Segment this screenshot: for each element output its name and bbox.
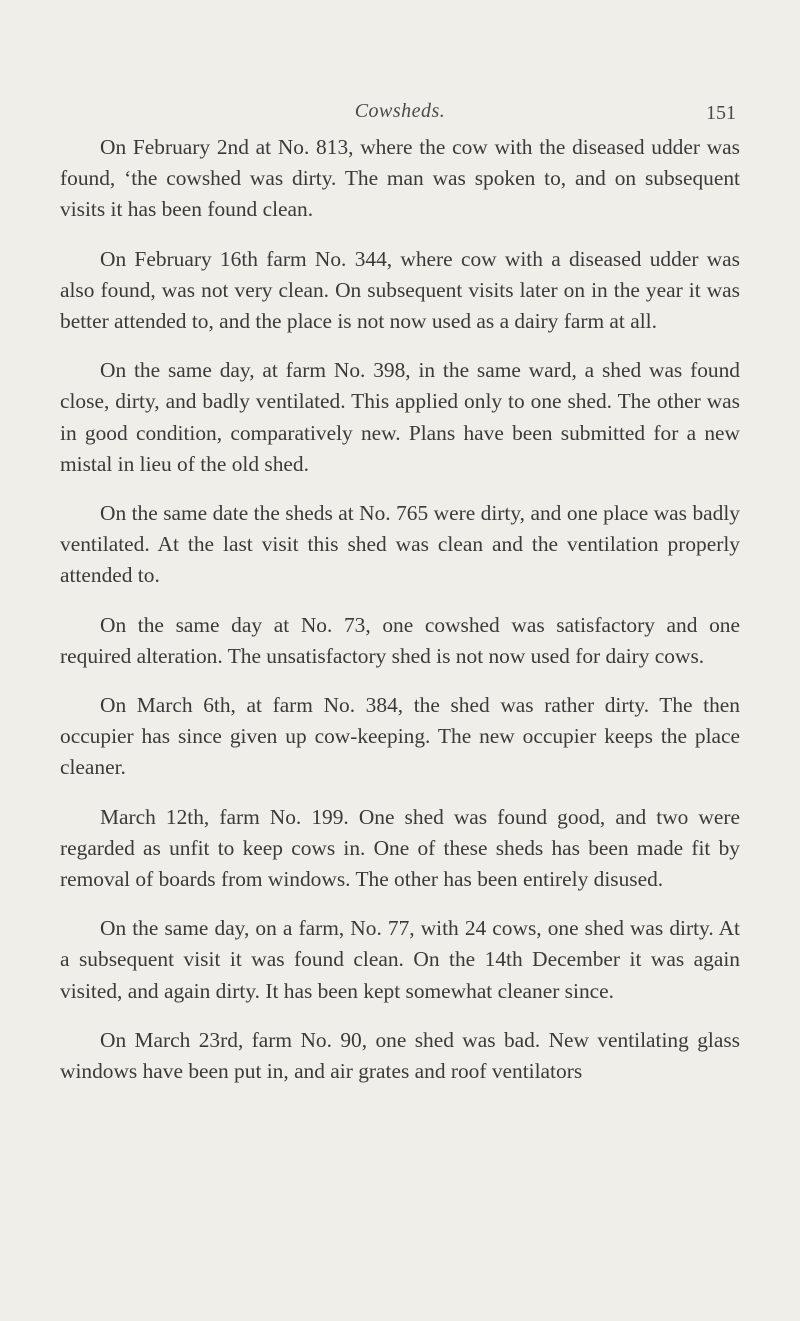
- paragraph: On March 23rd, farm No. 90, one shed was bad. New ventilating glass windows have been put in, and air grates and roof ventilators: [60, 1027, 740, 1084]
- running-head: [60, 100, 740, 130]
- paragraph: On February 16th farm No. 344, where cow with a diseased udder was also found, was not very clean. On subsequent visits later on in the year it was better attended to, and the place is not now used as a dairy farm at all.: [60, 246, 740, 334]
- paragraph: On February 2nd at No. 813, where the cow with the diseased udder was found, ‘the cowshed was dirty. The man was spoken to, and on subsequent visits it has been found clean.: [60, 135, 740, 222]
- running-title: Cowsheds.: [354, 100, 446, 122]
- paragraph: On the same day, on a farm, No. 77, with 24 cows, one shed was dirty. At a subsequent visit it was found clean. On the 14th December it was again visited, and again dirty. It has been kept somewhat cleaner since.: [60, 916, 740, 1003]
- paragraph: On the same day, at farm No. 398, in the same ward, a shed was found close, dirty, and badly ventilated. This applied only to one shed. The other was in good condition, comparatively new. Plans have been submitted for a new mistal in lieu of the old shed.: [60, 358, 740, 476]
- paragraph: On the same date the sheds at No. 765 were dirty, and one place was badly ventilated. At the last visit this shed was clean and the ventilation properly attended to.: [60, 501, 740, 588]
- paragraph: On March 6th, at farm No. 384, the shed was rather dirty. The then occupier has since given up cow-keeping. The new occupier keeps the place cleaner.: [60, 693, 740, 780]
- paragraph: On the same day at No. 73, one cowshed was satisfactory and one required alteration. The unsatisfactory shed is not now used for dairy cows.: [60, 612, 740, 668]
- paragraph: March 12th, farm No. 199. One shed was found good, and two were regarded as unfit to keep cows in. One of these sheds has been made fit by removal of boards from windows. The other has been entirely disused.: [60, 804, 740, 892]
- page-number: 151: [706, 102, 736, 124]
- body-text: [60, 132, 740, 1105]
